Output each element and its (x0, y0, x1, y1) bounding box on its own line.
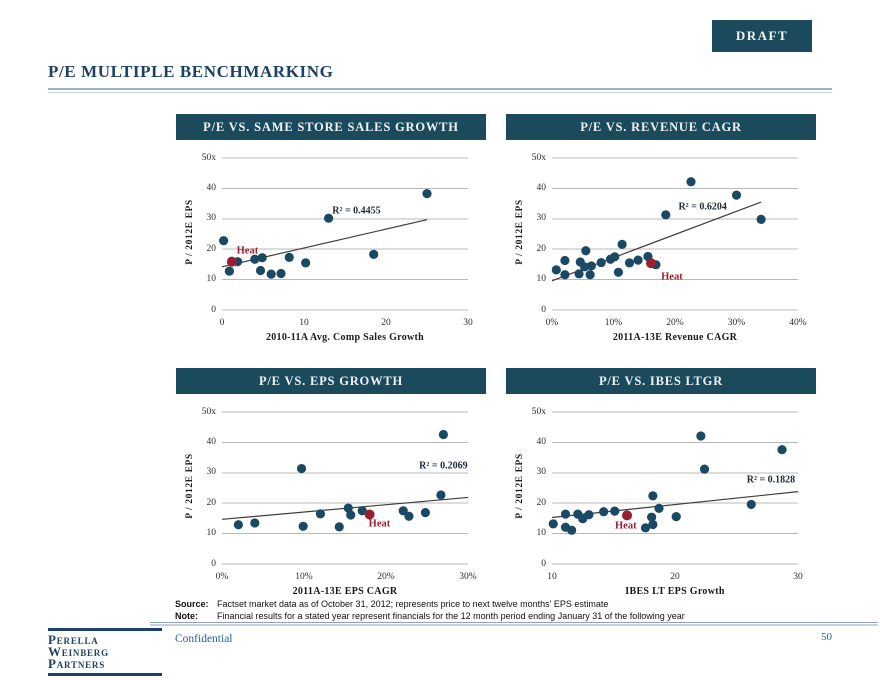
data-point (648, 491, 657, 500)
y-tick-label: 50x (531, 152, 546, 163)
x-axis-title: 2011A-13E EPS CAGR (292, 586, 398, 597)
note-text: Financial results for a stated year represent financials for the 12 month period ending January 31 of the following year (217, 611, 685, 621)
chart-title-banner: P/E VS. SAME STORE SALES GROWTH (176, 114, 486, 140)
r-squared-label: R² = 0.1828 (746, 474, 796, 486)
data-point (597, 258, 606, 267)
chart-title-banner: P/E VS. REVENUE CAGR (506, 114, 816, 140)
data-point (250, 518, 259, 527)
x-tick-label: 20% (666, 318, 684, 328)
data-point (567, 526, 576, 535)
chart-panel-eps-growth (176, 368, 486, 606)
perella-weinberg-partners-logo (48, 628, 162, 676)
heat-label: Heat (615, 520, 637, 532)
data-point (610, 507, 619, 516)
data-point (696, 431, 705, 440)
data-point (369, 250, 378, 259)
confidential-label: Confidential (175, 633, 233, 645)
x-tick-label: 10% (604, 318, 623, 328)
data-point (586, 270, 595, 279)
data-point (225, 266, 234, 275)
data-point (335, 522, 344, 531)
y-tick-label: 20 (206, 497, 216, 508)
x-tick-label: 30% (727, 318, 746, 328)
y-tick-label: 10 (536, 528, 546, 539)
x-tick-label: 10% (295, 572, 313, 582)
data-point (346, 510, 355, 519)
y-tick-label: 40 (206, 436, 216, 447)
data-point (747, 500, 756, 509)
y-axis-title: P / 2012E EPS (185, 199, 195, 265)
data-point (560, 270, 569, 279)
x-axis-title: 2010-11A Avg. Comp Sales Growth (265, 332, 425, 343)
data-point (757, 215, 766, 224)
data-point (634, 256, 643, 265)
data-point (581, 246, 590, 255)
data-point (587, 261, 596, 270)
data-point (299, 522, 308, 531)
x-tick-label: 30 (463, 318, 473, 328)
y-tick-label: 0 (211, 558, 216, 569)
y-tick-label: 20 (206, 243, 216, 254)
data-point (436, 490, 445, 499)
y-tick-label: 10 (536, 274, 546, 285)
chart-panel-revenue-cagr (506, 114, 816, 352)
x-tick-label: 0 (219, 318, 225, 328)
chart-plot-area (176, 140, 486, 352)
data-point (421, 508, 430, 517)
data-point (297, 464, 306, 473)
chart-plot-area (506, 140, 816, 352)
y-axis-title: P / 2012E EPS (185, 453, 195, 519)
note-label: Note: (175, 611, 198, 621)
heat-label: Heat (661, 271, 683, 283)
footer-divider (150, 622, 878, 626)
data-point (439, 430, 448, 439)
y-tick-label: 30 (536, 213, 546, 224)
chart-plot-area (176, 394, 486, 606)
page-number: 50 (821, 631, 832, 643)
draft-stamp: DRAFT (712, 20, 812, 52)
scatter-plot (222, 150, 468, 314)
chart-panel-ibes-ltgr (506, 368, 816, 606)
x-tick-label: 30% (459, 572, 477, 582)
x-tick-label: 20 (670, 572, 680, 582)
y-axis-title: P / 2012E EPS (515, 453, 525, 519)
heat-data-point (622, 510, 632, 520)
data-point (561, 510, 570, 519)
y-tick-label: 50x (531, 406, 546, 417)
r-squared-label: R² = 0.2069 (419, 460, 468, 471)
data-point (610, 252, 619, 261)
data-point (234, 520, 243, 529)
data-point (625, 258, 634, 267)
y-tick-label: 20 (536, 243, 546, 254)
y-tick-label: 30 (206, 213, 216, 224)
r-squared-label: R² = 0.6204 (678, 201, 727, 213)
heat-data-point (227, 257, 237, 267)
y-tick-label: 0 (541, 558, 546, 569)
data-point (276, 269, 285, 278)
logo-line-1: Perella (48, 632, 99, 647)
x-tick-label: 10 (299, 318, 309, 328)
x-tick-label: 30 (793, 572, 803, 582)
data-point (672, 512, 681, 521)
chart-panel-same-store-sales-growth (176, 114, 486, 352)
x-tick-label: 10 (547, 572, 557, 582)
data-point (584, 510, 593, 519)
y-tick-label: 0 (211, 304, 216, 315)
data-point (422, 189, 431, 198)
y-tick-label: 40 (206, 182, 216, 193)
note-note (175, 611, 865, 622)
data-point (285, 253, 294, 262)
y-axis-title: P / 2012E EPS (515, 199, 525, 265)
scatter-plot (222, 404, 468, 568)
data-point (560, 256, 569, 265)
data-point (256, 266, 265, 275)
x-axis-title: 2011A-13E Revenue CAGR (612, 332, 738, 343)
y-tick-label: 10 (206, 274, 216, 285)
y-tick-label: 50x (201, 406, 216, 417)
x-tick-label: 0% (215, 572, 229, 582)
heat-label: Heat (368, 518, 391, 530)
data-point (618, 240, 627, 249)
heat-label: Heat (236, 245, 259, 257)
data-point (301, 258, 310, 267)
x-tick-label: 40% (789, 318, 807, 328)
data-point (258, 253, 267, 262)
logo-line-3: Partners (48, 656, 106, 671)
page-title: P/E MULTIPLE BENCHMARKING (48, 62, 334, 81)
data-point (552, 265, 561, 274)
title-divider (48, 88, 832, 93)
data-point (661, 210, 670, 219)
data-point (777, 445, 786, 454)
y-tick-label: 40 (536, 182, 546, 193)
y-tick-label: 10 (206, 528, 216, 539)
logo-rule (48, 673, 162, 676)
chart-plot-area (506, 394, 816, 606)
logo-rule (48, 628, 162, 631)
chart-title-banner: P/E VS. IBES LTGR (506, 368, 816, 394)
data-point (614, 268, 623, 277)
x-axis-title: IBES LT EPS Growth (625, 586, 725, 597)
y-tick-label: 30 (536, 467, 546, 478)
data-point (686, 177, 695, 186)
source-text: Factset market data as of October 31, 2012; represents price to next twelve months' EPS estimate (217, 599, 609, 609)
data-point (219, 236, 228, 245)
source-note (175, 599, 865, 610)
data-point (404, 512, 413, 521)
data-point (267, 270, 276, 279)
data-point (700, 465, 709, 474)
y-tick-label: 40 (536, 436, 546, 447)
y-tick-label: 20 (536, 497, 546, 508)
chart-title-banner: P/E VS. EPS GROWTH (176, 368, 486, 394)
data-point (599, 507, 608, 516)
x-tick-label: 20 (381, 318, 391, 328)
data-point (316, 509, 325, 518)
x-tick-label: 20% (377, 572, 395, 582)
heat-data-point (646, 258, 656, 268)
scatter-plot (552, 150, 798, 314)
logo-line-2: Weinberg (48, 644, 109, 659)
scatter-plot (552, 404, 798, 568)
data-point (549, 519, 558, 528)
data-point (654, 504, 663, 513)
source-label: Source: (175, 599, 209, 609)
x-tick-label: 0% (545, 318, 559, 328)
data-point (648, 520, 657, 529)
data-point (732, 190, 741, 199)
r-squared-label: R² = 0.4455 (332, 205, 381, 217)
y-tick-label: 50x (201, 152, 216, 163)
y-tick-label: 0 (541, 304, 546, 315)
y-tick-label: 30 (206, 467, 216, 478)
